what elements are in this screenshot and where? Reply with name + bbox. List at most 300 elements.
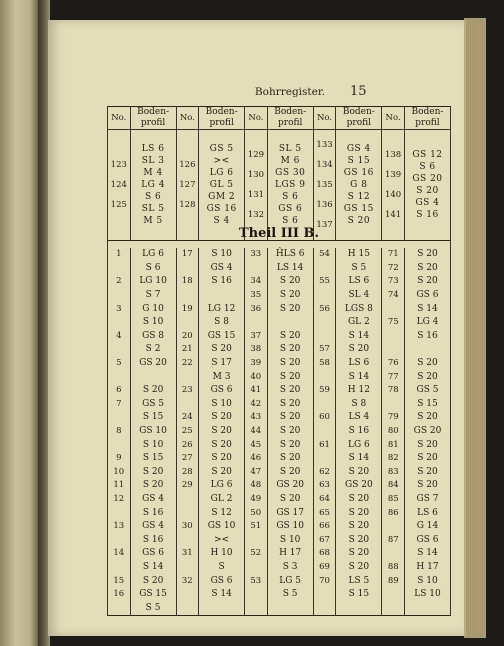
soil-profile-entry: S 10 [130, 438, 176, 452]
soil-profile-entry: S 15 [336, 588, 382, 602]
soil-profile-entry: S 6 [419, 162, 436, 172]
col-header-no: No. [382, 107, 405, 130]
soil-profile-entry [199, 289, 245, 303]
table-row [108, 601, 451, 615]
soil-profile-entry: G 10 [130, 302, 176, 316]
soil-profile-entry: S 20 [405, 479, 451, 493]
soil-profile-entry: S 5 [336, 262, 382, 276]
soil-profile-entry: G 14 [405, 520, 451, 534]
soil-profile-entry: LG 6 [130, 248, 176, 262]
bore-number: 34 [245, 275, 268, 289]
table-row [108, 384, 451, 398]
soil-profile-entry: S 20 [267, 398, 313, 412]
soil-profile-entry: GS 15 [343, 204, 374, 214]
table-row [108, 479, 451, 493]
soil-profile-entry: GS 12 [412, 150, 443, 160]
soil-profile-entry: S 20 [405, 438, 451, 452]
bore-number: 2 [108, 275, 131, 289]
soil-profile-entry: LGS 8 [336, 302, 382, 316]
bore-number: 36 [245, 302, 268, 316]
soil-profile-entry [130, 370, 176, 384]
soil-profile-entry: S 20 [336, 493, 382, 507]
table-row [108, 588, 451, 602]
bore-number: 57 [313, 343, 336, 357]
bore-number [176, 588, 199, 602]
bore-number: 73 [382, 275, 405, 289]
bore-number [108, 561, 131, 575]
bore-number: 89 [382, 574, 405, 588]
soil-profile-entry: S 14 [405, 302, 451, 316]
bore-number: 45 [245, 438, 268, 452]
bore-number: 13 [108, 520, 131, 534]
soil-profile-entry: S 6 [282, 192, 299, 202]
col-header-profile: Boden-profil [404, 107, 450, 130]
soil-profile-entry: H 12 [336, 384, 382, 398]
soil-profile-entry: S 20 [130, 384, 176, 398]
bore-number: 71 [382, 248, 405, 262]
soil-profile-entry: LS 10 [405, 588, 451, 602]
soil-profile-entry: GS 6 [278, 204, 303, 214]
bore-number: 22 [176, 357, 199, 371]
bore-number: 131 [247, 190, 265, 200]
bore-number: 43 [245, 411, 268, 425]
soil-profile-entry: H 10 [199, 547, 245, 561]
soil-profile-entry: S 20 [405, 411, 451, 425]
bore-number [108, 411, 131, 425]
bore-number: 134 [316, 160, 333, 170]
bore-number: 7 [108, 398, 131, 412]
table-row [108, 262, 451, 276]
soil-profile-entry: S 20 [267, 411, 313, 425]
table-row [108, 533, 451, 547]
soil-profile-entry: S 7 [130, 289, 176, 303]
bore-number: 123 [110, 160, 127, 170]
soil-profile-entry: S 20 [405, 248, 451, 262]
table-row [108, 411, 451, 425]
soil-profile-entry: S 20 [405, 357, 451, 371]
bore-number [313, 398, 336, 412]
bore-number: 133 [316, 140, 333, 150]
col-header-profile: Boden-profil [336, 107, 382, 130]
soil-profile-entry: GS 10 [199, 520, 245, 534]
soil-profile-entry: GS 8 [130, 330, 176, 344]
soil-profile-entry: GS 7 [405, 493, 451, 507]
bore-number: 132 [247, 210, 265, 220]
left-page-edge [0, 0, 40, 646]
soil-profile-entry: LS 5 [336, 574, 382, 588]
soil-profile-entry: S 20 [267, 289, 313, 303]
soil-profile-entry: S 5 [267, 588, 313, 602]
bore-number: 84 [382, 479, 405, 493]
soil-profile-entry: S 10 [199, 248, 245, 262]
soil-profile-entry: S 20 [267, 275, 313, 289]
bore-number: 63 [313, 479, 336, 493]
bore-number [176, 561, 199, 575]
running-header: Bohrregister. [254, 86, 326, 98]
soil-profile-entry: H 15 [336, 248, 382, 262]
bore-number [245, 533, 268, 547]
soil-profile-entry: M 4 [143, 168, 163, 178]
soil-profile-entry: S 15 [405, 398, 451, 412]
soil-profile-entry: GS 4 [130, 520, 176, 534]
bore-number: 55 [313, 275, 336, 289]
bore-number: 68 [313, 547, 336, 561]
soil-profile-entry: SL 3 [141, 156, 165, 166]
soil-profile-entry: S 5 [130, 601, 176, 615]
soil-profile-entry: GS 10 [267, 520, 313, 534]
bore-number: 33 [245, 248, 268, 262]
soil-profile-entry: S 20 [199, 411, 245, 425]
soil-profile-entry: S 14 [336, 370, 382, 384]
soil-profile-entry: S 15 [130, 411, 176, 425]
table-row [108, 425, 451, 439]
page-stack-edge [464, 18, 486, 638]
soil-profile-entry: S 16 [130, 533, 176, 547]
bore-number: 139 [384, 170, 402, 180]
bore-number: 129 [247, 150, 265, 160]
soil-profile-entry: GS 5 [405, 384, 451, 398]
soil-profile-entry: S 20 [267, 357, 313, 371]
soil-profile-entry: S 20 [130, 466, 176, 480]
bore-number [176, 493, 199, 507]
soil-profile-entry: S 20 [416, 186, 439, 196]
register-table-b [107, 248, 451, 616]
soil-profile-entry: S 6 [144, 192, 162, 202]
soil-profile-entry: S 20 [267, 343, 313, 357]
soil-profile-entry: H 17 [405, 561, 451, 575]
table-row [108, 275, 451, 289]
bore-number: 20 [176, 330, 199, 344]
bore-number: 5 [108, 357, 131, 371]
soil-profile-entry: GS 10 [130, 425, 176, 439]
soil-profile-entry: S 16 [416, 210, 439, 220]
bore-number: 56 [313, 302, 336, 316]
soil-profile-entry: GS 6 [405, 289, 451, 303]
soil-profile-entry: GS 4 [199, 262, 245, 276]
bore-number [382, 601, 405, 615]
bore-number: 88 [382, 561, 405, 575]
bore-number: 69 [313, 561, 336, 575]
bore-number: 9 [108, 452, 131, 466]
soil-profile-entry: S 16 [199, 275, 245, 289]
soil-profile-entry: GS 20 [336, 479, 382, 493]
soil-profile-entry: S 8 [199, 316, 245, 330]
soil-profile-entry [267, 601, 313, 615]
col-header-no: No. [245, 107, 268, 130]
bore-number [245, 262, 268, 276]
bore-number: 46 [245, 452, 268, 466]
soil-profile-entry: S 20 [267, 370, 313, 384]
soil-profile-entry: S 8 [336, 398, 382, 412]
col-header-no: No. [108, 107, 131, 130]
bore-number: 76 [382, 357, 405, 371]
bore-number: 32 [176, 574, 199, 588]
soil-profile-entry: GS 4 [346, 144, 371, 154]
soil-profile-entry: S 20 [267, 384, 313, 398]
soil-profile-entry: LS 6 [405, 506, 451, 520]
soil-profile-entry: GS 16 [343, 168, 374, 178]
table-row [108, 574, 451, 588]
bore-number: 74 [382, 289, 405, 303]
soil-profile-entry: GS 5 [130, 398, 176, 412]
soil-profile-entry: GS 20 [405, 425, 451, 439]
bore-number: 77 [382, 370, 405, 384]
table-row [108, 357, 451, 371]
bore-number [176, 316, 199, 330]
bore-number: 24 [176, 411, 199, 425]
bore-number: 125 [110, 200, 127, 210]
bore-number: 58 [313, 357, 336, 371]
soil-profile-entry [405, 601, 451, 615]
soil-profile-entry: LG 4 [141, 180, 165, 190]
bore-number [313, 289, 336, 303]
bore-number: 83 [382, 466, 405, 480]
soil-profile-entry: S [199, 561, 245, 575]
bore-number [382, 398, 405, 412]
soil-profile-entry: M 6 [280, 156, 300, 166]
soil-profile-entry: LS 4 [336, 411, 382, 425]
soil-profile-entry: S 15 [347, 156, 371, 166]
soil-profile-entry: S 20 [130, 574, 176, 588]
soil-profile-entry: LG 10 [130, 275, 176, 289]
bore-number: 79 [382, 411, 405, 425]
soil-profile-entry: GS 20 [130, 357, 176, 371]
bore-number: 48 [245, 479, 268, 493]
soil-profile-entry: S 20 [336, 547, 382, 561]
table-row [108, 398, 451, 412]
bore-number: 23 [176, 384, 199, 398]
bore-number: 51 [245, 520, 268, 534]
soil-profile-entry: S 20 [267, 425, 313, 439]
table-row [108, 493, 451, 507]
bore-number [108, 289, 131, 303]
table-row [108, 547, 451, 561]
soil-profile-entry: S 20 [336, 520, 382, 534]
soil-profile-entry: S 3 [267, 561, 313, 575]
bore-number [313, 425, 336, 439]
soil-profile-entry: S 20 [130, 479, 176, 493]
bore-number [382, 547, 405, 561]
soil-profile-entry: S 20 [336, 506, 382, 520]
bore-number: 41 [245, 384, 268, 398]
bore-number: 25 [176, 425, 199, 439]
bore-number [245, 561, 268, 575]
bore-number [245, 601, 268, 615]
bore-number [108, 343, 131, 357]
bore-number: 75 [382, 316, 405, 330]
soil-profile-entry: GS 30 [275, 168, 306, 178]
soil-profile-entry: S 20 [267, 452, 313, 466]
soil-profile-entry: LG 6 [209, 168, 234, 178]
bore-number: 18 [176, 275, 199, 289]
bore-number: 59 [313, 384, 336, 398]
bore-number: 44 [245, 425, 268, 439]
soil-profile-entry: LS 6 [336, 275, 382, 289]
soil-profile-entry: S 20 [199, 343, 245, 357]
bore-number: 19 [176, 302, 199, 316]
soil-profile-entry: S 20 [405, 262, 451, 276]
soil-profile-entry: LS 14 [267, 262, 313, 276]
table-row [108, 343, 451, 357]
soil-profile-entry: M 5 [143, 216, 163, 226]
bore-number: 85 [382, 493, 405, 507]
bore-number: 81 [382, 438, 405, 452]
bore-number: 38 [245, 343, 268, 357]
soil-profile-entry: S 20 [267, 438, 313, 452]
bore-number [245, 316, 268, 330]
bore-number [108, 601, 131, 615]
soil-profile-entry: GS 20 [267, 479, 313, 493]
bore-number: 26 [176, 438, 199, 452]
soil-profile-entry: H 17 [267, 547, 313, 561]
table-row [108, 561, 451, 575]
bore-number [313, 452, 336, 466]
bore-number [176, 262, 199, 276]
bore-number: 80 [382, 425, 405, 439]
bore-number: 140 [384, 190, 402, 200]
soil-profile-entry: GS 20 [412, 174, 443, 184]
bore-number: 37 [245, 330, 268, 344]
page-number: 15 [350, 84, 367, 99]
bore-number [382, 520, 405, 534]
bore-number: 127 [179, 180, 196, 190]
soil-profile-entry: S 15 [130, 452, 176, 466]
table-row [108, 466, 451, 480]
soil-profile-entry: GS 4 [415, 198, 440, 208]
bore-number: 47 [245, 466, 268, 480]
bore-number: 8 [108, 425, 131, 439]
soil-profile-entry: S 20 [336, 561, 382, 575]
bore-number: 11 [108, 479, 131, 493]
soil-profile-entry: S 10 [199, 398, 245, 412]
bore-number [108, 262, 131, 276]
bore-number [313, 601, 336, 615]
bore-number: 27 [176, 452, 199, 466]
bore-number: 40 [245, 370, 268, 384]
soil-profile-entry: S 20 [267, 466, 313, 480]
soil-profile-entry: S 14 [199, 588, 245, 602]
soil-profile-entry [405, 343, 451, 357]
bore-number: 138 [384, 150, 402, 160]
soil-profile-entry: GS 17 [267, 506, 313, 520]
soil-profile-entry: S 20 [267, 493, 313, 507]
section-title: Theil III B. [107, 220, 451, 248]
bore-number: 126 [179, 160, 196, 170]
soil-profile-entry: S 14 [336, 452, 382, 466]
bore-number: 50 [245, 506, 268, 520]
soil-profile-entry: GL 5 [209, 180, 234, 190]
soil-profile-entry: S 20 [199, 425, 245, 439]
bore-number: 49 [245, 493, 268, 507]
table-row [108, 506, 451, 520]
soil-profile-entry: GS 6 [405, 533, 451, 547]
soil-profile-entry: M 3 [199, 370, 245, 384]
bore-number: 136 [316, 200, 333, 210]
soil-profile-entry: GS 6 [130, 547, 176, 561]
bore-number: 10 [108, 466, 131, 480]
soil-profile-entry: S 20 [336, 343, 382, 357]
bore-number: 65 [313, 506, 336, 520]
soil-profile-entry: S 20 [405, 452, 451, 466]
soil-profile-entry: S 20 [199, 452, 245, 466]
soil-profile-entry: S 20 [336, 533, 382, 547]
bore-number [108, 438, 131, 452]
table-row [108, 438, 451, 452]
bore-number: 52 [245, 547, 268, 561]
bore-number: 66 [313, 520, 336, 534]
soil-profile-entry: S 20 [267, 302, 313, 316]
soil-profile-entry: S 20 [405, 370, 451, 384]
soil-profile-entry: G 8 [350, 180, 368, 190]
soil-profile-entry: GS 4 [130, 493, 176, 507]
bore-number: 16 [108, 588, 131, 602]
soil-profile-entry: LG 5 [267, 574, 313, 588]
soil-profile-entry: S 10 [130, 316, 176, 330]
soil-profile-entry: S 2 [130, 343, 176, 357]
bore-number: 78 [382, 384, 405, 398]
bore-number: 86 [382, 506, 405, 520]
bore-number [108, 533, 131, 547]
bore-number: 54 [313, 248, 336, 262]
soil-profile-entry: S 14 [336, 330, 382, 344]
bore-number [382, 330, 405, 344]
soil-profile-entry: S 20 [336, 466, 382, 480]
bore-number: 42 [245, 398, 268, 412]
table-row [108, 248, 451, 262]
bore-number [382, 302, 405, 316]
bore-number: 15 [108, 574, 131, 588]
bore-number: 30 [176, 520, 199, 534]
bore-number [108, 370, 131, 384]
bore-number [176, 601, 199, 615]
bore-number: 130 [247, 170, 265, 180]
bore-number: 17 [176, 248, 199, 262]
bore-number [313, 330, 336, 344]
bore-number: 64 [313, 493, 336, 507]
soil-profile-entry: SL 5 [141, 204, 165, 214]
bore-number: 14 [108, 547, 131, 561]
soil-profile-entry: GS 6 [199, 384, 245, 398]
bore-number [313, 370, 336, 384]
soil-profile-entry: LG 4 [405, 316, 451, 330]
soil-profile-entry: S 10 [267, 533, 313, 547]
soil-profile-entry: S 16 [336, 425, 382, 439]
soil-profile-entry: GL 2 [199, 493, 245, 507]
bore-number [176, 289, 199, 303]
soil-profile-entry: S 20 [199, 466, 245, 480]
bore-number: 87 [382, 533, 405, 547]
soil-profile-entry: S 10 [405, 574, 451, 588]
soil-profile-entry: S 20 [199, 438, 245, 452]
soil-profile-entry: S 6 [130, 262, 176, 276]
soil-profile-entry [199, 601, 245, 615]
soil-profile-entry: GS 15 [130, 588, 176, 602]
table-row [108, 302, 451, 316]
soil-profile-entry: S 20 [405, 275, 451, 289]
bore-number: 124 [110, 180, 127, 190]
bore-number: 137 [316, 220, 333, 230]
bore-number: 28 [176, 466, 199, 480]
bore-number [108, 506, 131, 520]
col-header-profile: Boden-profil [199, 107, 245, 130]
bore-number: 39 [245, 357, 268, 371]
bore-number: 6 [108, 384, 131, 398]
bore-number: 4 [108, 330, 131, 344]
bore-number [108, 316, 131, 330]
soil-profile-entry: S 4 [213, 216, 230, 226]
bore-number [245, 588, 268, 602]
table-row [108, 330, 451, 344]
